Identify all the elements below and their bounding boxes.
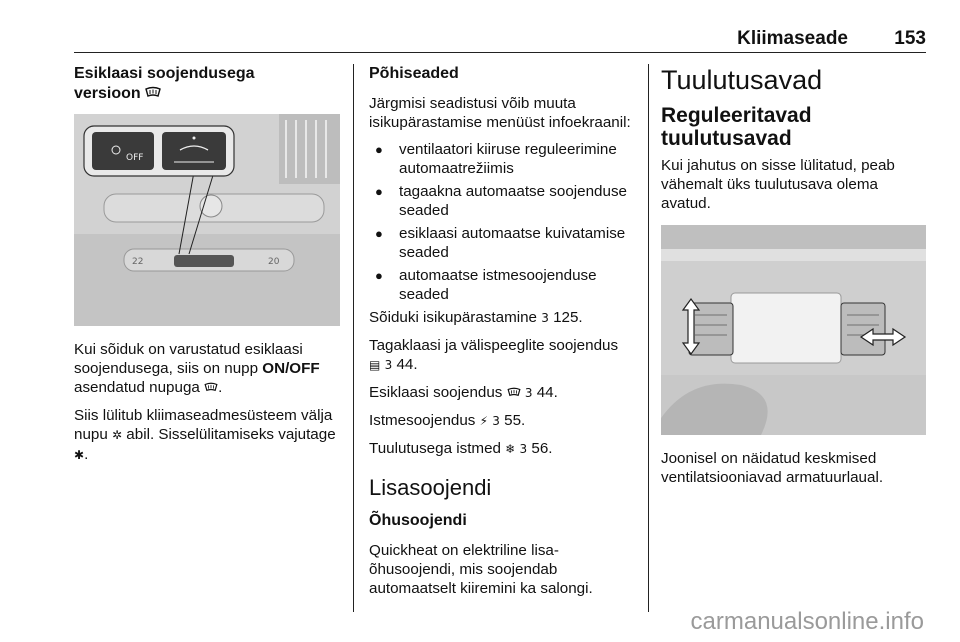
settings-list bbox=[369, 140, 637, 304]
right-temp: 20 bbox=[268, 257, 280, 267]
climate-panel-figure bbox=[74, 114, 340, 326]
sub-heading: Õhusoojendi bbox=[369, 512, 467, 529]
section-heading: Lisasoojendi bbox=[369, 475, 492, 500]
list-item: ● esiklaasi automaatse kuivatamise seaded bbox=[369, 224, 637, 262]
windscreen-heating-icon bbox=[507, 386, 521, 400]
figure-caption: Joonisel on näidatud keskmised ventilatsiooniavad armatuurlaual. bbox=[661, 450, 884, 486]
list-item: ● ventilaatori kiiruse reguleerimine automaatrežiimis bbox=[369, 140, 637, 178]
section-heading: Esiklaasi soojendusega versioon bbox=[74, 65, 255, 102]
seat-ventilation-icon: ❄ bbox=[505, 442, 516, 456]
arrow-reference-icon: 3 bbox=[541, 311, 549, 325]
list-item: ● tagaakna automaatse soojenduse seaded bbox=[369, 182, 637, 220]
column-divider bbox=[648, 64, 649, 612]
fan-icon: ✱ bbox=[74, 448, 85, 462]
paragraph: Kui jahutus on sisse lülitatud, peab vähemalt üks tuulutusava olema avatud. bbox=[661, 157, 895, 212]
column-2 bbox=[369, 64, 637, 606]
paragraph: Siis lülitub kliimaseadmesüsteem välja nupu ✲ abil. Sisselülitamiseks vajutage ✱. bbox=[74, 407, 336, 463]
column-1 bbox=[74, 64, 340, 473]
page-number: 153 bbox=[894, 28, 926, 49]
header-rule bbox=[74, 52, 926, 53]
seat-heating-icon: ⚡ bbox=[479, 414, 489, 428]
arrow-reference-icon: 3 bbox=[524, 386, 533, 400]
arrow-reference-icon: 3 bbox=[492, 414, 500, 428]
windscreen-heating-icon bbox=[204, 381, 218, 395]
reference-line: Esiklaasi soojendus 3 44. bbox=[369, 384, 558, 401]
paragraph: Quickheat on elektriline lisa-õhusoojendi, mis soojendab automaatselt kiiremini ka salongi. bbox=[369, 542, 593, 597]
column-divider bbox=[353, 64, 354, 612]
reference-line: Istmesoojendus ⚡ 3 55. bbox=[369, 412, 526, 429]
section-heading: Reguleeritavad tuulutusavad bbox=[661, 104, 812, 150]
reference-line: Tagaklaasi ja välispeeglite soojendus ▤ 3 44. bbox=[369, 337, 619, 373]
windscreen-heating-icon bbox=[145, 87, 161, 101]
intro-paragraph: Järgmisi seadistusi võib muuta isikupärastamise menüüst infoekraanil: bbox=[369, 95, 631, 131]
reference-line: Sõiduki isikupärastamine 3 125. bbox=[369, 309, 583, 326]
arrow-reference-icon: 3 bbox=[519, 442, 528, 456]
vents-figure bbox=[661, 225, 926, 435]
chapter-heading: Tuulutusavad bbox=[661, 65, 823, 95]
list-item: ● automaatse istmesoojenduse seaded bbox=[369, 266, 637, 304]
section-heading: Põhiseaded bbox=[369, 65, 459, 82]
paragraph: Kui sõiduk on varustatud esiklaasi soojendusega, siis on nupp ON/OFF asendatud nupuga . bbox=[74, 341, 320, 396]
column-3 bbox=[661, 64, 926, 495]
page-header bbox=[74, 28, 926, 50]
reference-line: Tuulutusega istmed ❄ 3 56. bbox=[369, 440, 553, 457]
fan-off-icon: ✲ bbox=[112, 428, 123, 442]
off-button-label: OFF bbox=[126, 153, 144, 163]
left-temp: 22 bbox=[132, 257, 144, 267]
header-title: Kliimaseade bbox=[737, 28, 848, 49]
watermark: carmanualsonline.info bbox=[690, 608, 924, 635]
arrow-reference-icon: 3 bbox=[384, 358, 393, 372]
rear-window-heating-icon: ▤ bbox=[369, 358, 381, 372]
